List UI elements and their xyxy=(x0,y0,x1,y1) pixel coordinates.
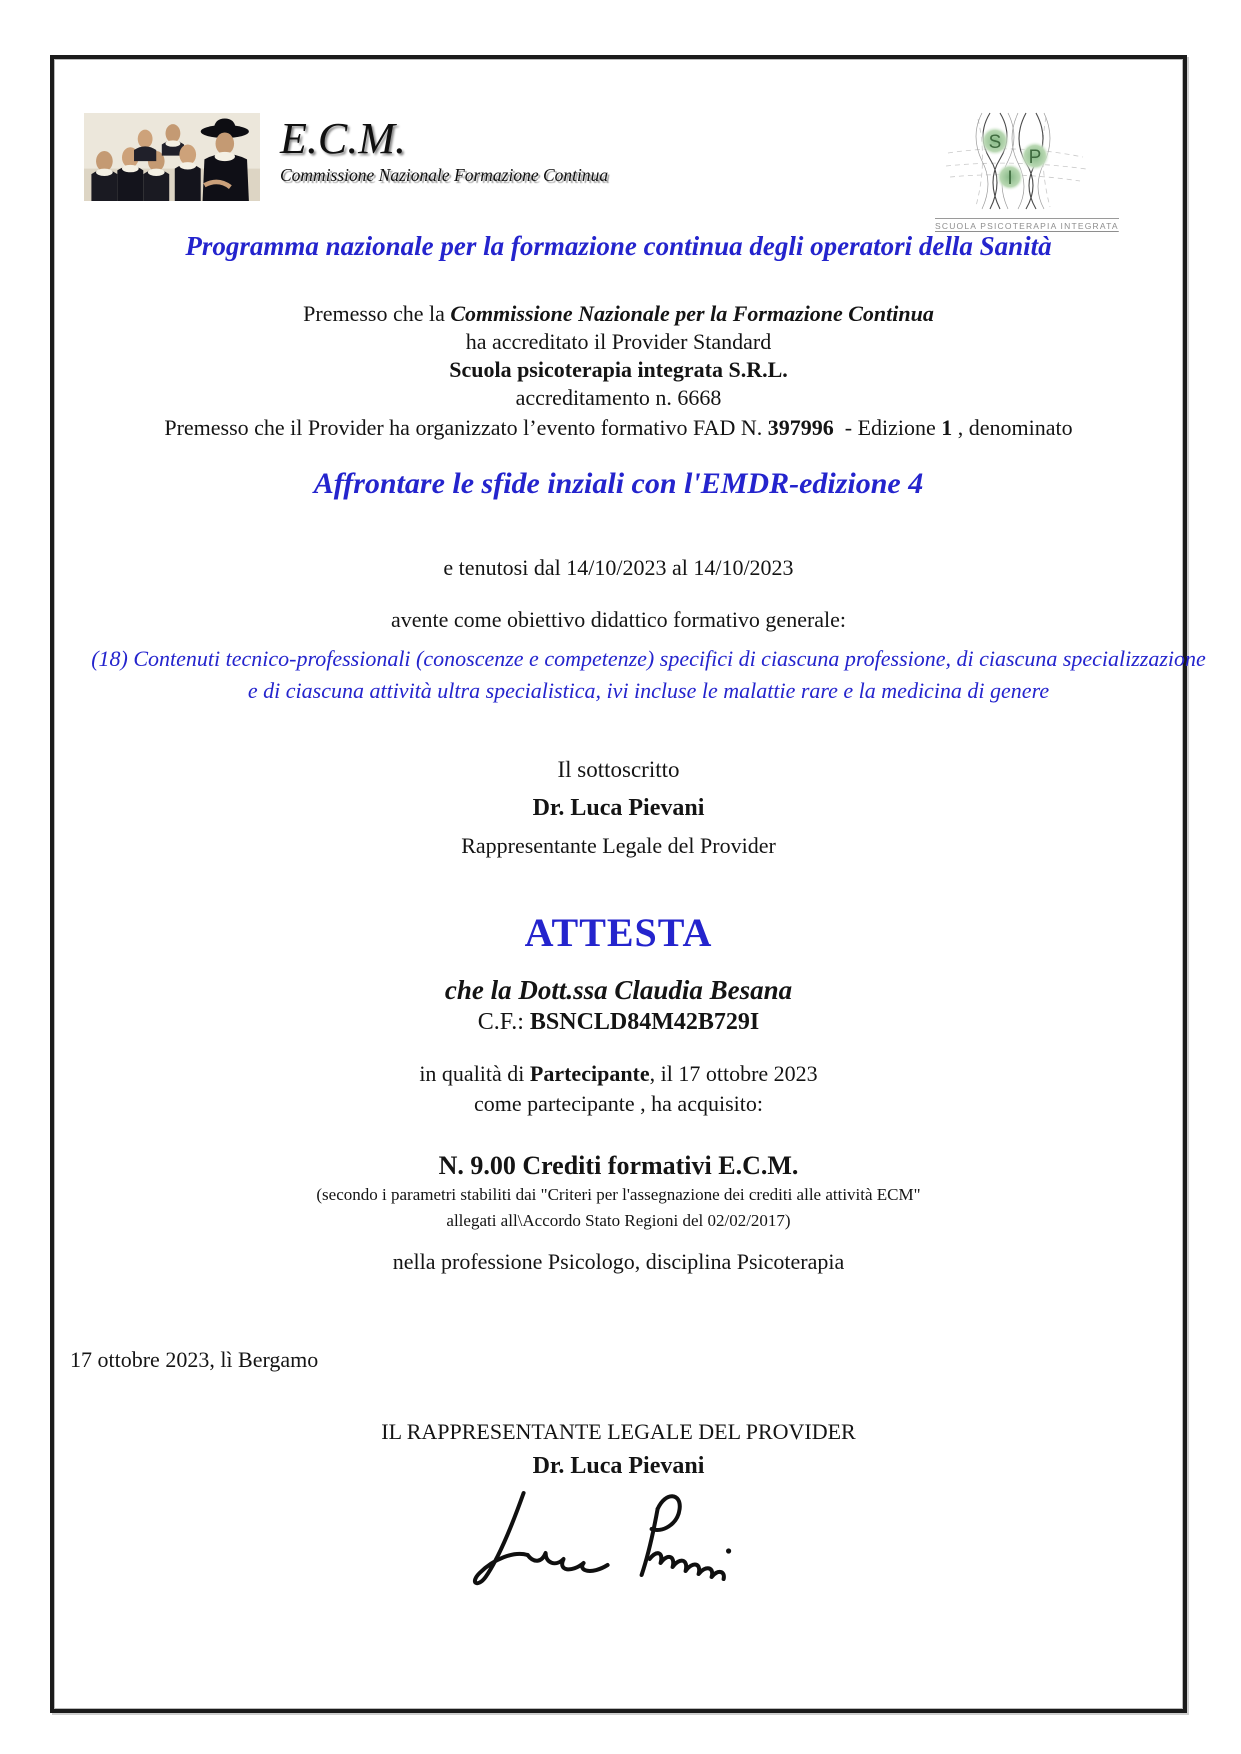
sip-letter-s: S xyxy=(988,132,1002,153)
legal-rep-role: Rappresentante Legale del Provider xyxy=(461,833,776,858)
objective-intro: avente come obiettivo didattico formativo generale: xyxy=(390,607,847,632)
closing-title: IL RAPPRESENTANTE LEGALE DEL PROVIDER xyxy=(381,1419,856,1444)
signature-image xyxy=(451,1479,761,1614)
credits-note-1: (secondo i parametri stabiliti dai "Criteri per l'assegnazione dei crediti alle attività ECM" xyxy=(316,1185,921,1204)
event-edition: 1 xyxy=(941,415,953,440)
fiscal-code-line xyxy=(54,1009,1183,1036)
fiscal-code-label: C.F.: xyxy=(477,1009,530,1035)
acquired-line: come partecipante , ha acquisito: xyxy=(474,1091,763,1116)
date-place-line: 17 ottobre 2023, lì Bergamo xyxy=(70,1347,319,1372)
event-premise-line xyxy=(54,415,1183,441)
event-title: Affrontare le sfide inziali con l'EMDR-edizione 4 xyxy=(313,467,924,500)
quality-post: , il 17 ottobre 2023 xyxy=(649,1061,818,1086)
event-premise-mid: - Edizione xyxy=(833,415,942,440)
closing-name: Dr. Luca Pievani xyxy=(532,1453,705,1479)
objective-text: (18) Contenuti tecnico-professionali (conoscenze e competenze) specifici di ciascuna professione, di ciascuna specializzazione e di ciascuna attività ultra specialistica, ivi incluse le malattie rare e la medicina di genere xyxy=(91,646,1212,703)
ecm-painting-image xyxy=(84,111,260,203)
program-title: Programma nazionale per la formazione continua degli operatori della Sanità xyxy=(185,231,1052,261)
sip-logo-caption: SCUOLA PSICOTERAPIA INTEGRATA xyxy=(935,218,1119,231)
certificate-frame xyxy=(50,55,1212,1713)
premise-line-1-pre: Premesso che la xyxy=(303,301,451,326)
provider-name: Scuola psicoterapia integrata S.R.L. xyxy=(449,357,788,382)
sip-logo-block xyxy=(935,111,1119,234)
certificate-header xyxy=(84,111,1157,234)
quality-line xyxy=(54,1061,1183,1087)
commission-name: Commissione Nazionale per la Formazione Continua xyxy=(450,301,934,326)
event-dates: e tenutosi dal 14/10/2023 al 14/10/2023 xyxy=(443,555,794,580)
credits-line: N. 9.00 Crediti formativi E.C.M. xyxy=(438,1151,799,1180)
premise-line-1 xyxy=(54,301,1183,327)
quality-role: Partecipante xyxy=(529,1061,650,1086)
ecm-subtitle: Commissione Nazionale Formazione Continua xyxy=(280,165,609,186)
legal-rep-name: Dr. Luca Pievani xyxy=(532,795,705,821)
sip-logo-image xyxy=(938,111,1088,211)
fiscal-code-value: BSNCLD84M42B729I xyxy=(529,1009,760,1035)
recipient-name: che la Dott.ssa Claudia Besana xyxy=(444,975,793,1005)
event-number: 397996 xyxy=(767,415,834,440)
ecm-title: E.C.M. xyxy=(280,114,406,163)
credits-note-2: allegati all\Accordo Stato Regioni del 02/02/2017) xyxy=(446,1211,791,1230)
undersigned-label: Il sottoscritto xyxy=(557,757,680,782)
sip-letter-p: P xyxy=(1028,147,1042,168)
sip-letter-i: I xyxy=(1007,168,1013,189)
event-premise-pre: Premesso che il Provider ha organizzato l’evento formativo FAD N. xyxy=(164,415,768,440)
accreditation-number: accreditamento n. 6668 xyxy=(515,385,722,410)
premise-line-2: ha accreditato il Provider Standard xyxy=(465,329,772,354)
attesta-heading: ATTESTA xyxy=(524,910,713,955)
profession-line: nella professione Psicologo, disciplina Psicoterapia xyxy=(392,1249,845,1274)
event-premise-post: , denominato xyxy=(952,415,1073,440)
quality-pre: in qualità di xyxy=(419,1061,530,1086)
ecm-title-block xyxy=(280,115,608,186)
